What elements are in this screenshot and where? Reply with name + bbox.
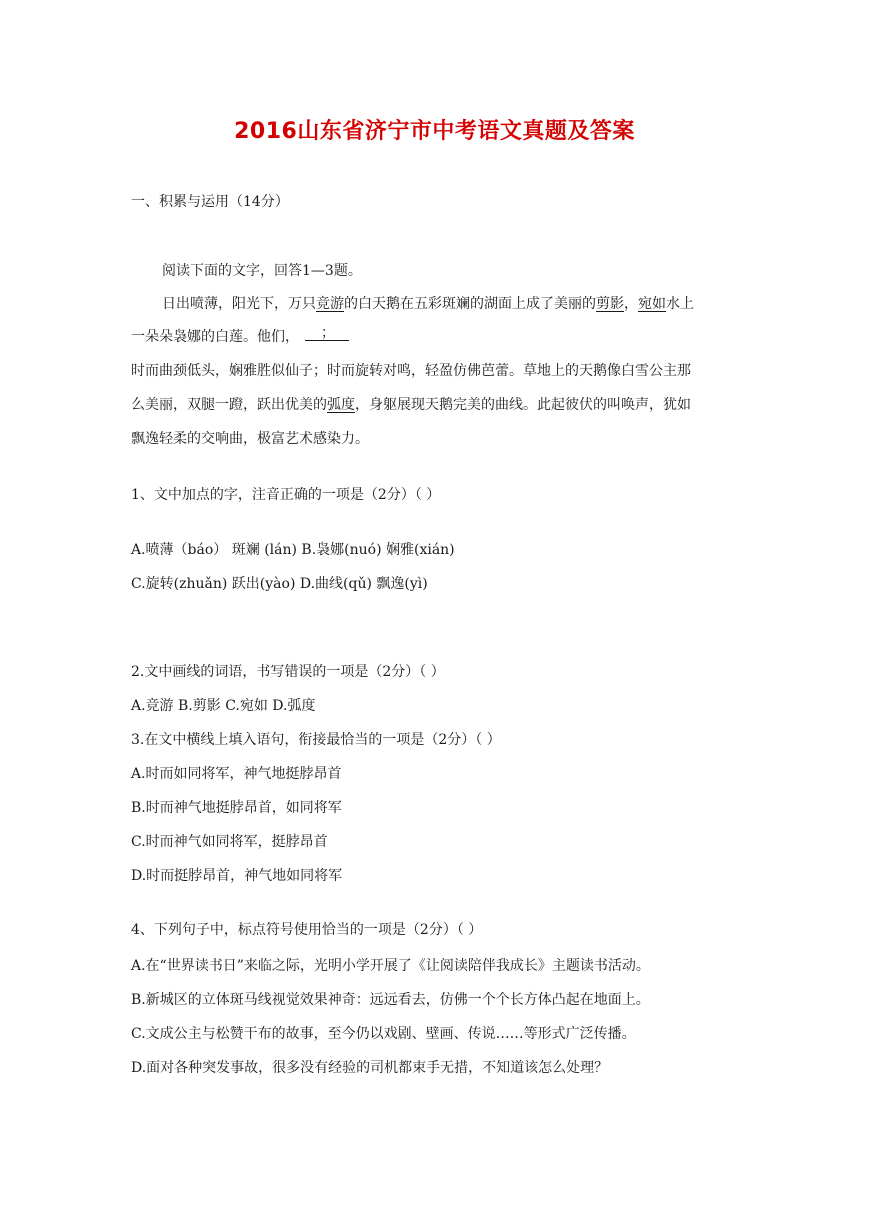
underlined-word: 剪影 [596, 296, 624, 312]
passage-intro: 阅读下面的文字，回答1—3题。 [162, 263, 362, 279]
fill-in-blank: ； [305, 326, 349, 341]
question-3-stem: 3.在文中横线上填入语句，衔接最恰当的一项是（2分）（ ） [131, 732, 501, 748]
passage-line-5: 飘逸轻柔的交响曲，极富艺术感染力。 [131, 431, 369, 447]
passage-line-3: 时而曲颈低头，娴雅胜似仙子；时而旋转对鸣，轻盈仿佛芭蕾。草地上的天鹅像白雪公主那 [131, 363, 691, 379]
underlined-word: 竞游 [316, 296, 344, 312]
question-2-stem: 2.文中画线的词语，书写错误的一项是（2分）（ ） [131, 664, 445, 680]
question-3-option-c: C.时而神气如同将军，挺脖昂首 [131, 834, 328, 850]
passage-line-1: 日出喷薄，阳光下，万只竞游的白天鹅在五彩斑斓的湖面上成了美丽的剪影，宛如水上 [162, 296, 694, 312]
question-2-options: A.竞游 B.剪影 C.宛如 D.弧度 [131, 698, 316, 714]
page-title: 2016山东省济宁市中考语文真题及答案 [234, 119, 635, 144]
question-3-option-b: B.时而神气地挺脖昂首，如同将军 [131, 800, 342, 816]
passage-line-2: 一朵朵袅娜的白莲。他们， ； [131, 326, 349, 347]
question-1-stem: 1、文中加点的字，注音正确的一项是（2分）（ ） [131, 487, 441, 503]
passage-line-4: 么美丽，双腿一蹬，跃出优美的弧度，身躯展现天鹅完美的曲线。此起彼伏的叫唤声，犹如 [131, 397, 691, 413]
question-1-options-ab: A.喷薄（báo） 斑斓 (lán) B.袅娜(nuó) 娴雅(xián) [131, 542, 455, 558]
question-1-options-cd: C.旋转(zhuǎn) 跃出(yào) D.曲线(qǔ) 飘逸(yì) [131, 576, 428, 592]
question-4-stem: 4、下列句子中，标点符号使用恰当的一项是（2分）（ ） [131, 922, 483, 938]
underlined-word: 宛如 [638, 296, 666, 312]
question-4-option-c: C.文成公主与松赞干布的故事，至今仍以戏剧、壁画、传说……等形式广泛传播。 [131, 1026, 636, 1042]
question-3-option-d: D.时而挺脖昂首，神气地如同将军 [131, 868, 343, 884]
question-4-option-d: D.面对各种突发事故，很多没有经验的司机都束手无措，不知道该怎么处理？ [131, 1060, 609, 1076]
section-heading: 一、积累与运用（14分） [131, 194, 289, 210]
question-4-option-b: B.新城区的立体斑马线视觉效果神奇：远远看去，仿佛一个个长方体凸起在地面上。 [131, 992, 650, 1008]
question-4-option-a: A.在“世界读书日”来临之际，光明小学开展了《让阅读陪伴我成长》主题读书活动。 [131, 958, 650, 974]
underlined-word: 弧度 [327, 397, 355, 413]
question-3-option-a: A.时而如同将军，神气地挺脖昂首 [131, 766, 342, 782]
